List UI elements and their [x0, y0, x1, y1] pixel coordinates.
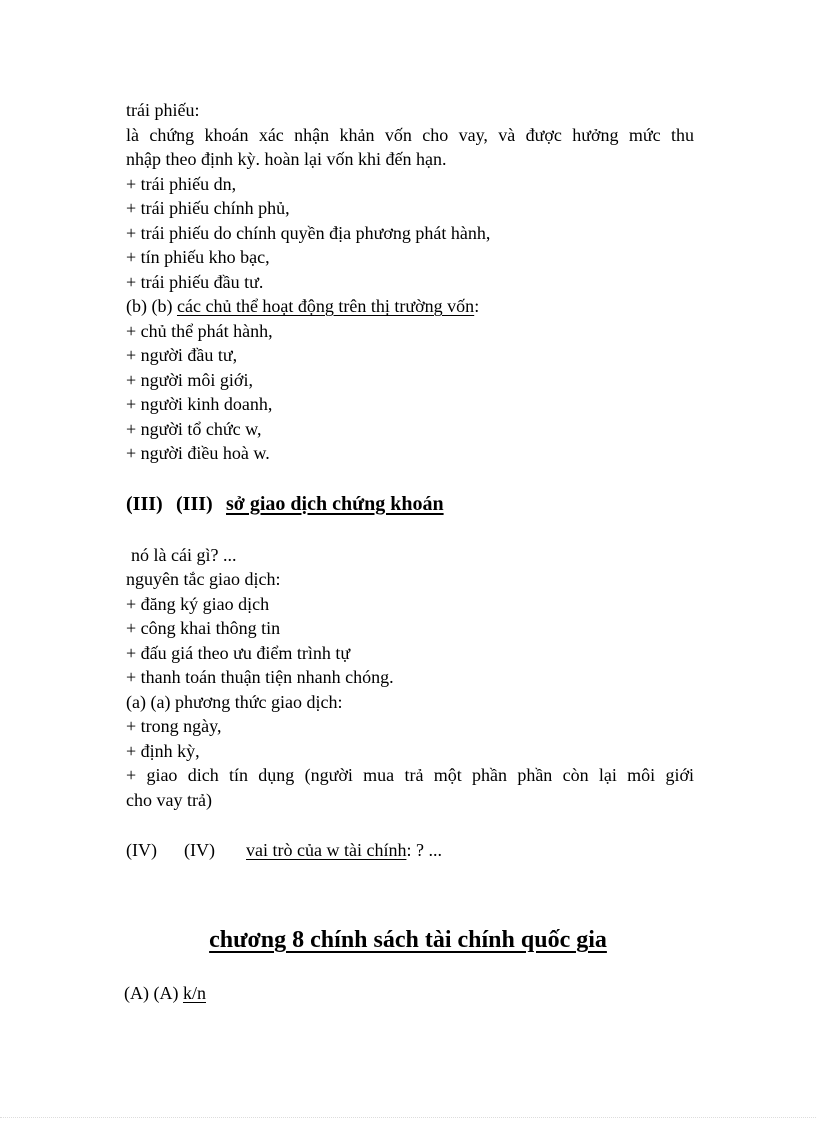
section-3-methods: (a) (a) phương thức giao dịch: [126, 692, 343, 712]
principle-item: + đấu giá theo ưu điểm trình tự [126, 643, 351, 663]
bond-definition-line-2: nhập theo định kỳ. hoàn lại vốn khi đến hạn. [126, 149, 447, 169]
bond-item: + trái phiếu chính phủ, [126, 198, 290, 218]
section-4-tail: : ? ... [406, 840, 442, 860]
subjects-heading-line [126, 295, 479, 317]
page-bottom-rule [0, 1117, 816, 1119]
section-3-principles: nguyên tắc giao dịch: [126, 569, 281, 589]
subjects-item: + người đầu tư, [126, 345, 238, 365]
section-3-title: sở giao dịch chứng khoán [226, 493, 444, 515]
subjects-item: + người điều hoà w. [126, 443, 270, 463]
section-3-number: (III) [126, 493, 163, 515]
principle-item: + thanh toán thuận tiện nhanh chóng. [126, 667, 394, 687]
subjects-item: + chủ thể phát hành, [126, 321, 273, 341]
section-3-heading [126, 492, 444, 516]
method-item: + định kỳ, [126, 741, 200, 761]
section-3-what: nó là cái gì? ... [131, 545, 237, 565]
subjects-item: + người môi giới, [126, 370, 253, 390]
credit-line-2: cho vay trả) [126, 790, 212, 810]
bond-item: + trái phiếu do chính quyền địa phương phát hành, [126, 223, 491, 243]
subjects-prefix: (b) (b) [126, 296, 177, 316]
chapter-title-text: chương 8 chính sách tài chính quốc gia [209, 927, 607, 953]
section-a-prefix: (A) (A) [124, 983, 183, 1003]
bond-item: + trái phiếu đầu tư. [126, 272, 264, 292]
section-4-heading [126, 839, 442, 861]
bond-definition-line-1: là chứng khoán xác nhận khản vốn cho vay, và được hưởng mức thu [126, 125, 694, 145]
bond-item: + tín phiếu kho bạc, [126, 247, 270, 267]
section-3-number: (III) [176, 493, 213, 515]
section-a-heading [124, 982, 206, 1004]
principle-item: + đăng ký giao dịch [126, 594, 270, 614]
subjects-colon: : [474, 296, 480, 316]
section-4-number: (IV) [126, 840, 157, 860]
subjects-heading: các chủ thể hoạt động trên thị trường vốn [176, 296, 475, 316]
method-item: + trong ngày, [126, 716, 222, 736]
bond-item: + trái phiếu dn, [126, 174, 237, 194]
subjects-item: + người kinh doanh, [126, 394, 273, 414]
section-4-number: (IV) [184, 840, 215, 860]
credit-line-1: + giao dich tín dụng (người mua trả một phần phần còn lại môi giới [126, 765, 694, 785]
section-4-title: vai trò của w tài chính [246, 840, 407, 860]
section-a-title: k/n [182, 983, 206, 1003]
chapter-title [0, 925, 816, 955]
bond-title: trái phiếu: [126, 100, 200, 120]
principle-item: + công khai thông tin [126, 618, 281, 638]
subjects-item: + người tổ chức w, [126, 419, 262, 439]
